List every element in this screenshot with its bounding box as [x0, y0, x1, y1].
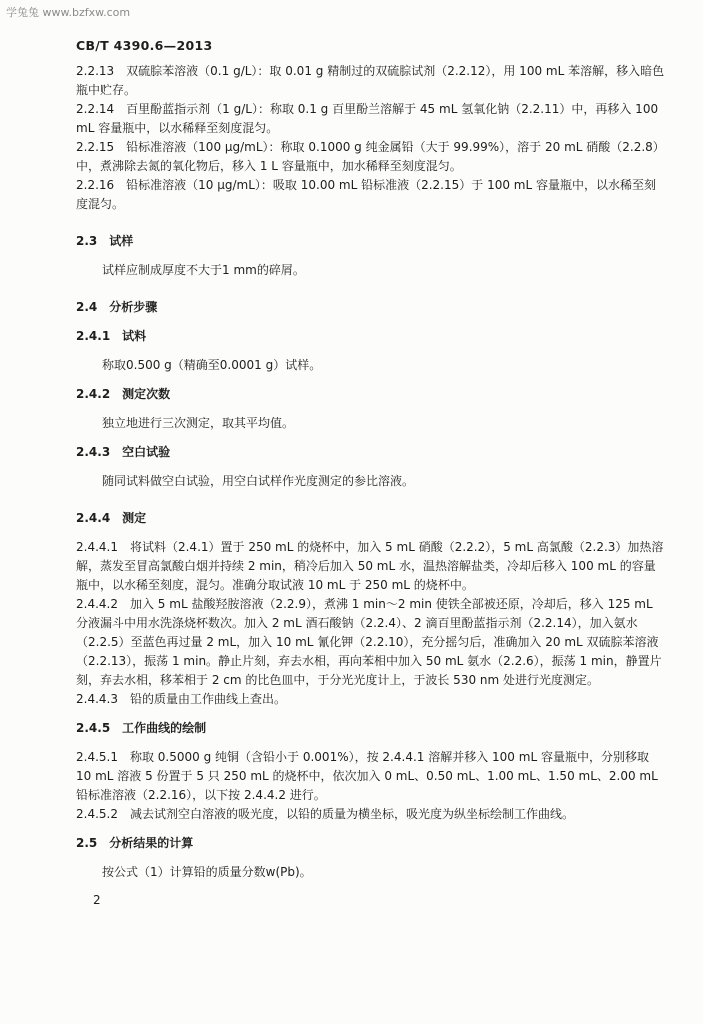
section-2-4-2-body: 独立地进行三次测定，取其平均值。 — [102, 416, 295, 430]
section-number: 2.4.4 — [76, 511, 111, 525]
section-title: 工作曲线的绘制 — [122, 721, 207, 735]
clause-text: 双硫腙苯溶液（0.1 g/L）：取 0.01 g 精制过的双硫腙试剂（2.2.12），用 100 mL 苯溶解，移入暗色瓶中贮存。 — [76, 64, 665, 97]
section-number: 2.3 — [76, 234, 98, 248]
clause-number: 2.2.14 — [76, 102, 115, 116]
section-2-3-body: 试样应制成厚度不大于1 mm的碎屑。 — [102, 263, 305, 277]
clause-2-4-4-2 — [76, 595, 666, 690]
section-title: 测定次数 — [122, 387, 171, 401]
clause-number: 2.4.4.3 — [76, 692, 118, 706]
clause-2-4-5-2 — [76, 805, 666, 824]
clause-2-2-15 — [76, 138, 666, 176]
section-2-5-body: 按公式（1）计算铅的质量分数w(Pb)。 — [102, 865, 312, 879]
clause-2-4-5-1 — [76, 748, 666, 805]
section-2-4-1-heading — [76, 327, 666, 346]
clause-2-2-13 — [76, 62, 666, 100]
standard-header: CB/T 4390.6—2013 — [76, 38, 213, 53]
section-title: 分析步骤 — [109, 300, 158, 314]
clause-number: 2.4.4.1 — [76, 540, 118, 554]
section-2-4-3-heading — [76, 443, 666, 462]
section-number: 2.4.5 — [76, 721, 111, 735]
section-title: 试样 — [109, 234, 134, 248]
clause-text: 铅标准溶液（100 μg/mL）：称取 0.1000 g 纯金属铅（大于 99.99%），溶于 20 mL 硝酸（2.2.8）中，煮沸除去氮的氧化物后，移入 1 L 容量瓶中，加水稀释至刻度混匀。 — [76, 140, 665, 173]
clause-text: 铅的质量由工作曲线上查出。 — [129, 692, 286, 706]
section-number: 2.4.3 — [76, 445, 111, 459]
section-2-5-heading — [76, 834, 666, 853]
section-2-4-3-body: 随同试料做空白试验，用空白试样作光度测定的参比溶液。 — [102, 474, 415, 488]
clause-number: 2.4.5.2 — [76, 807, 118, 821]
section-2-4-4-heading — [76, 509, 666, 528]
clause-2-4-4-3 — [76, 690, 666, 709]
section-2-4-1-body: 称取0.500 g（精确至0.0001 g）试样。 — [102, 358, 322, 372]
clause-text: 称取 0.5000 g 纯铜（含铅小于 0.001%），按 2.4.4.1 溶解并移入 100 mL 容量瓶中，分别移取 10 mL 溶液 5 份置于 5 只 250 mL 的烧杯中，依次加入 0 mL、0.50 mL、1.00 mL、1.50 mL、2.00 mL 铅标准溶液（2.2.16），以下按 2.4.4.2 进行。 — [76, 750, 658, 802]
clause-2-4-4-1 — [76, 538, 666, 595]
clause-text: 加入 5 mL 盐酸羟胺溶液（2.2.9），煮沸 1 min～2 min 使铁全部被还原，冷却后，移入 125 mL 分液漏斗中用水洗涤烧杯数次。加入 2 mL 酒石酸钠（2.2.4）、2 滴百里酚蓝指示剂（2.2.14），加入氨水（2.2.5）至蓝色再过量 2 mL，加入 10 mL 氰化钾（2.2.10），充分摇匀后，准确加入 20 mL 双硫腙苯溶液（2.2.13），振荡 1 min。静止片刻，弃去水相，再向苯相中加入 50 mL 氨水（2.2.6），振荡 1 min，静置片刻，弃去水相，移苯相于 2 cm 的比色皿中，于分光光度计上，于波长 530 nm 处进行光度测定。 — [76, 597, 662, 687]
clause-number: 2.4.5.1 — [76, 750, 118, 764]
section-number: 2.5 — [76, 836, 98, 850]
clause-text: 铅标准溶液（10 μg/mL）：吸取 10.00 mL 铅标准液（2.2.15）于 100 mL 容量瓶中，以水稀至刻度混匀。 — [76, 178, 656, 211]
section-2-3-heading — [76, 232, 666, 251]
clause-number: 2.4.4.2 — [76, 597, 118, 611]
clause-2-2-16 — [76, 176, 666, 214]
section-title: 试料 — [122, 329, 147, 343]
section-title: 分析结果的计算 — [109, 836, 194, 850]
clause-text: 将试料（2.4.1）置于 250 mL 的烧杯中，加入 5 mL 硝酸（2.2.2），5 mL 高氯酸（2.2.3）加热溶解，蒸发至冒高氯酸白烟并持续 2 min，稍冷后加入 50 mL 水，温热溶解盐类，冷却后移入 100 mL 的容量瓶中，以水稀至刻度，混匀。准确分取试液 10 mL 于 250 mL 的烧杯中。 — [76, 540, 664, 592]
clause-number: 2.2.13 — [76, 64, 115, 78]
section-title: 空白试验 — [122, 445, 171, 459]
section-number: 2.4.2 — [76, 387, 111, 401]
section-number: 2.4.1 — [76, 329, 111, 343]
section-2-4-2-heading — [76, 385, 666, 404]
watermark: 学兔兔 www.bzfxw.com — [6, 6, 131, 19]
clause-number: 2.2.16 — [76, 178, 115, 192]
document-body — [76, 62, 666, 882]
clause-2-2-14 — [76, 100, 666, 138]
page-number: 2 — [93, 893, 101, 907]
section-title: 测定 — [122, 511, 147, 525]
clause-text: 百里酚蓝指示剂（1 g/L）：称取 0.1 g 百里酚兰溶解于 45 mL 氢氧化钠（2.2.11）中，再移入 100 mL 容量瓶中，以水稀释至刻度混匀。 — [76, 102, 659, 135]
section-2-4-heading — [76, 298, 666, 317]
section-number: 2.4 — [76, 300, 98, 314]
clause-text: 减去试剂空白溶液的吸光度，以铅的质量为横坐标，吸光度为纵坐标绘制工作曲线。 — [129, 807, 574, 821]
section-2-4-5-heading — [76, 719, 666, 738]
clause-number: 2.2.15 — [76, 140, 115, 154]
